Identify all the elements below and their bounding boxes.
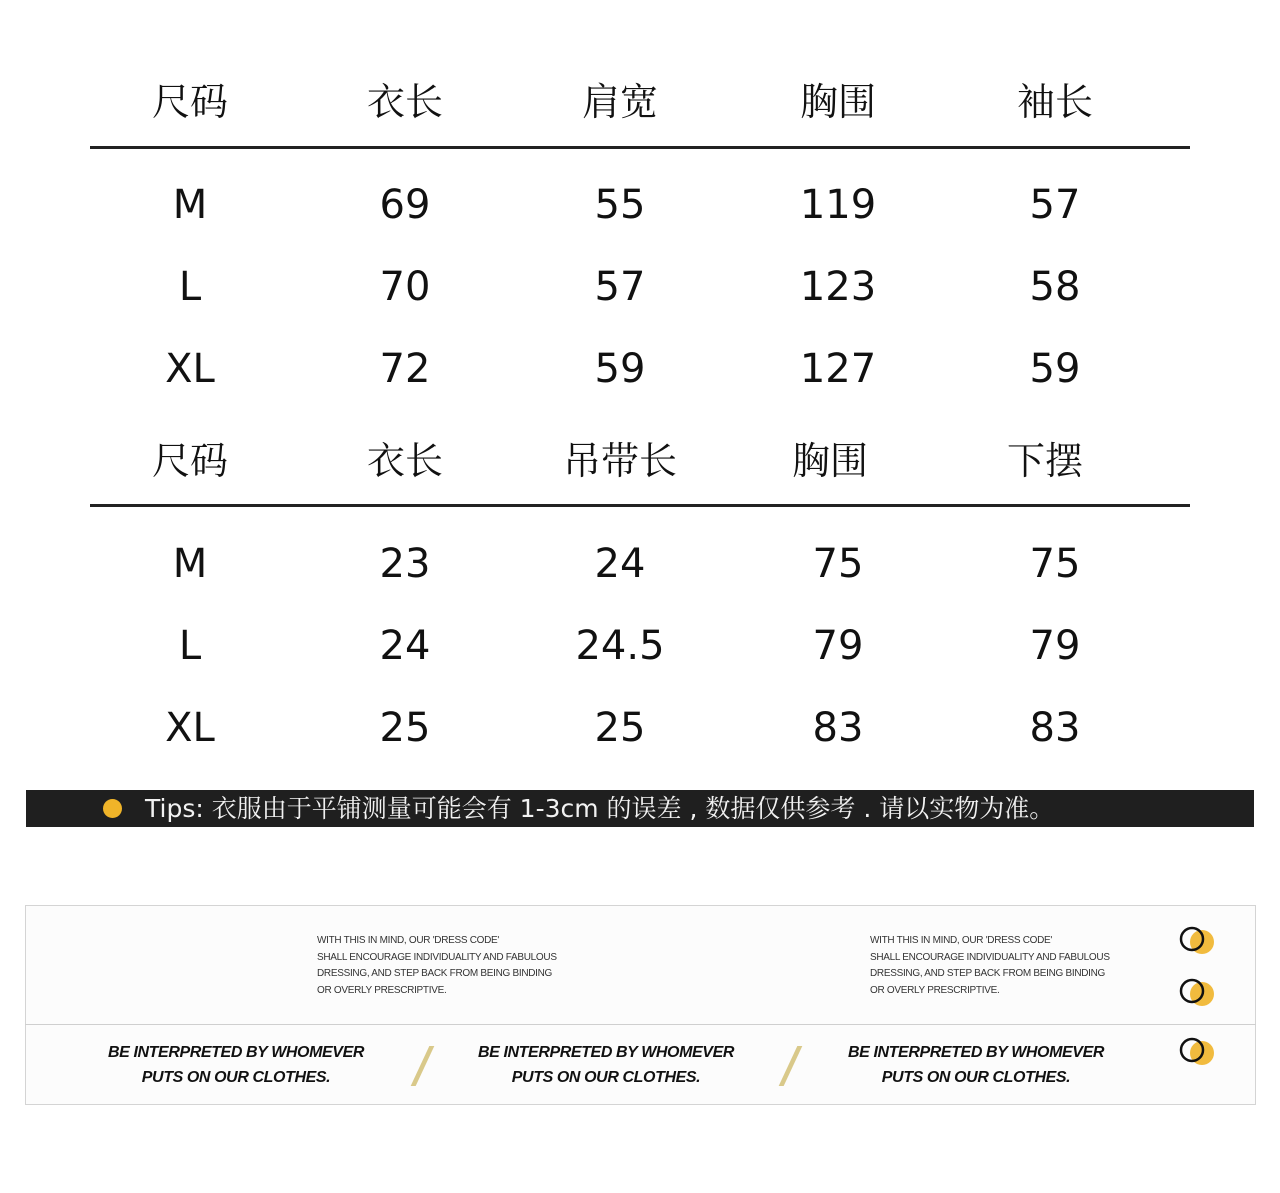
table-row [80, 698, 1200, 758]
table-cell: 57 [1029, 182, 1081, 228]
table-cell: L [178, 623, 202, 669]
table-cell: 58 [1029, 264, 1081, 310]
table-cell: 83 [812, 705, 864, 751]
slogan-line-2: PUTS ON OUR CLOTHES. [881, 1069, 1071, 1086]
header-length: 衣长 [366, 439, 443, 483]
header-divider [90, 146, 1190, 149]
ring-circle-icon [1176, 1035, 1220, 1069]
table-cell: 75 [812, 541, 864, 587]
table-row [80, 534, 1200, 594]
header-chest: 胸围 [791, 439, 868, 483]
slogan-line-1: BE INTERPRETED BY WHOMEVER [848, 1044, 1104, 1061]
table-cell: XL [165, 705, 215, 751]
table-cell: 24.5 [575, 623, 665, 669]
table-cell: 79 [1029, 623, 1081, 669]
footer-small-text: WITH THIS IN MIND, OUR 'DRESS CODE' SHALL ENCOURAGE INDIVIDUALITY AND FABULOUS DRESSING, AND STEP BACK FROM BEING BINDING OR OVERLY PRESCRIPTIVE. [870, 935, 1110, 996]
footer-slogan [826, 1040, 1126, 1090]
header-divider [90, 504, 1190, 507]
table-cell: 24 [594, 541, 646, 587]
ring-circle-icon [1176, 924, 1220, 958]
table-row [80, 175, 1200, 235]
bullet-dot-icon [103, 799, 122, 818]
header-shoulder: 肩宽 [581, 80, 658, 124]
table-cell: 59 [1029, 346, 1081, 392]
table-cell: L [178, 264, 202, 310]
slogan-line-1: BE INTERPRETED BY WHOMEVER [478, 1044, 734, 1061]
tips-text: Tips: 衣服由于平铺测量可能会有 1-3cm 的误差 , 数据仅供参考 . 请以实物为准。 [145, 794, 1055, 823]
table-cell: 72 [379, 346, 431, 392]
table-cell: 79 [812, 623, 864, 669]
table-row [80, 339, 1200, 399]
table-cell: XL [165, 346, 215, 392]
slogan-line-1: BE INTERPRETED BY WHOMEVER [108, 1044, 364, 1061]
header-length: 衣长 [366, 80, 443, 124]
footer-divider [25, 1024, 1256, 1025]
table-cell: 119 [799, 182, 877, 228]
table-cell: M [172, 541, 208, 587]
slogan-line-2: PUTS ON OUR CLOTHES. [511, 1069, 701, 1086]
table-cell: 83 [1029, 705, 1081, 751]
slogan-line-2: PUTS ON OUR CLOTHES. [141, 1069, 331, 1086]
table-cell: 25 [594, 705, 646, 751]
footer-small-text: WITH THIS IN MIND, OUR 'DRESS CODE' SHALL ENCOURAGE INDIVIDUALITY AND FABULOUS DRESSING, AND STEP BACK FROM BEING BINDING OR OVERLY PRESCRIPTIVE. [317, 935, 557, 996]
table-cell: 23 [379, 541, 431, 587]
table-cell: 123 [799, 264, 877, 310]
header-size: 尺码 [151, 80, 228, 124]
ring-circle-icon [1176, 976, 1220, 1010]
header-size: 尺码 [151, 439, 228, 483]
table-cell: 69 [379, 182, 431, 228]
table-row [80, 257, 1200, 317]
table-cell: 57 [594, 264, 646, 310]
header-sleeve: 袖长 [1016, 80, 1093, 124]
footer-slogan [456, 1040, 756, 1090]
table-cell: 75 [1029, 541, 1081, 587]
table-cell: 127 [799, 346, 877, 392]
header-hem: 下摆 [1006, 439, 1083, 483]
table-header-row [80, 72, 1200, 132]
header-strap-length: 吊带长 [562, 439, 677, 483]
table-cell: M [172, 182, 208, 228]
table-cell: 55 [594, 182, 646, 228]
table-cell: 25 [379, 705, 431, 751]
table-row [80, 616, 1200, 676]
header-chest: 胸围 [799, 80, 876, 124]
table-header-row [80, 431, 1200, 491]
footer-slogan [86, 1040, 386, 1090]
table-cell: 70 [379, 264, 431, 310]
table-cell: 24 [379, 623, 431, 669]
table-cell: 59 [594, 346, 646, 392]
